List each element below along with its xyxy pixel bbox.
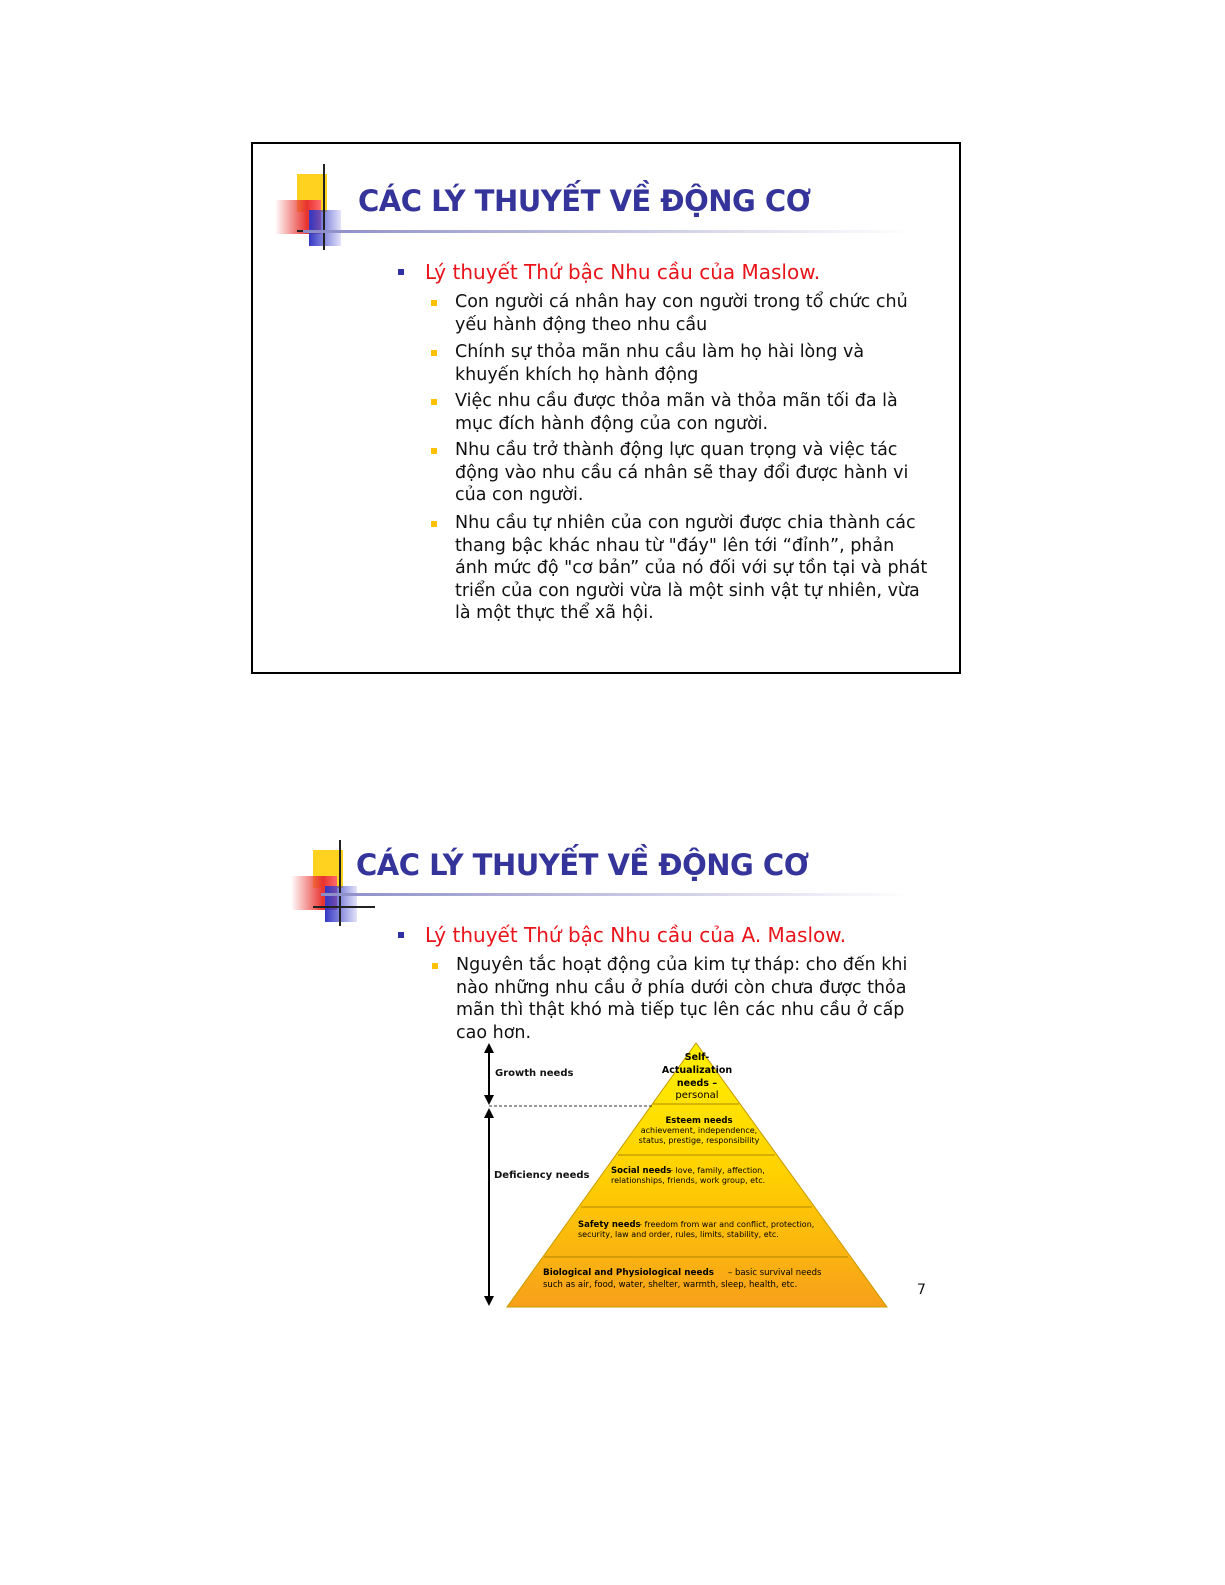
list-item-text: Nhu cầu trở thành động lực quan trọng và việc tác động vào nhu cầu cá nhân sẽ thay đổi được hành vi của con người.	[455, 440, 909, 505]
level-text: status, prestige, responsibility	[638, 1136, 760, 1145]
level-text: such as air, food, water, shelter, warmth, sleep, health, etc.	[543, 1280, 798, 1290]
slide-title: CÁC LÝ THUYẾT VỀ ĐỘNG CƠ	[358, 184, 811, 218]
list-item	[455, 291, 930, 336]
bullet-square-icon	[431, 350, 437, 356]
growth-needs-arrow	[484, 1043, 494, 1105]
title-underline	[303, 230, 913, 233]
bullet-square-icon	[431, 300, 437, 306]
list-item-text: Nguyên tắc hoạt động của kim tự tháp: cho đến khi nào những nhu cầu ở phía dưới còn chưa được thỏa mãn thì thật khó mà tiếp tục lên các nhu cầu ở cấp cao hơn.	[456, 955, 908, 1043]
deficiency-needs-arrow	[484, 1108, 494, 1306]
list-item-text: Chính sự thỏa mãn nhu cầu làm họ hài lòng và khuyến khích họ hành động	[455, 342, 865, 385]
list-item	[455, 439, 930, 507]
level-title: Biological and Physiological needs	[543, 1268, 714, 1278]
level-text: – love, family, affection,	[669, 1166, 765, 1175]
heading-text: Lý thuyết Thứ bậc Nhu cầu của Maslow.	[425, 260, 821, 284]
growth-needs-label: Growth needs	[495, 1068, 574, 1079]
list-item	[455, 341, 930, 386]
bullet-square-icon	[398, 932, 404, 938]
maslow-pyramid-diagram	[481, 1040, 901, 1310]
level-text: relationships, friends, work group, etc.	[611, 1176, 766, 1185]
heading-text: Lý thuyết Thứ bậc Nhu cầu của A. Maslow.	[425, 923, 847, 947]
level-text: security, law and order, rules, limits, stability, etc.	[578, 1230, 779, 1239]
level-text: achievement, independence,	[640, 1126, 758, 1135]
bullet-square-icon	[398, 269, 404, 275]
heading-bullet	[425, 923, 846, 947]
level-text: needs –	[676, 1078, 718, 1089]
list-item-text: Việc nhu cầu được thỏa mãn và thỏa mãn tối đa là mục đích hành động của con người.	[455, 391, 898, 434]
level-text: – basic survival needs	[728, 1268, 822, 1278]
page-number: 7	[917, 1282, 926, 1298]
title-underline	[321, 893, 911, 896]
list-item	[455, 512, 930, 625]
level-text: personal	[675, 1090, 719, 1101]
social-level	[611, 1166, 765, 1185]
bullet-square-icon	[431, 399, 437, 405]
bullet-square-icon	[431, 448, 437, 454]
level-title: Esteem needs	[665, 1116, 733, 1126]
list-item-text: Con người cá nhân hay con người trong tổ chức chủ yếu hành động theo nhu cầu	[455, 292, 908, 335]
slide-title: CÁC LÝ THUYẾT VỀ ĐỘNG CƠ	[356, 848, 809, 882]
bullet-square-icon	[432, 963, 438, 969]
bullet-square-icon	[431, 521, 437, 527]
list-item	[455, 390, 930, 435]
slide-logo-decoration	[275, 164, 365, 254]
level-title: Safety needs	[578, 1220, 641, 1230]
level-text: Self-	[684, 1052, 710, 1063]
level-text: Actualization	[661, 1065, 733, 1076]
deficiency-needs-label: Deficiency needs	[494, 1170, 590, 1181]
slide-1	[251, 142, 961, 674]
level-text: – freedom from war and conflict, protection,	[638, 1220, 815, 1229]
list-item-text: Nhu cầu tự nhiên của con người được chia thành các thang bậc khác nhau từ "đáy" lên tới “đỉnh”, phản ánh mức độ "cơ bản” của nó đối với sự tồn tại và phát triển của con người vừa là một sinh vật tự nhiên, vừa là một thực thể xã hội.	[455, 513, 928, 623]
list-item	[456, 954, 931, 1044]
level-title: Social needs	[611, 1166, 672, 1176]
slide-2	[251, 810, 961, 1330]
heading-bullet	[425, 260, 820, 284]
